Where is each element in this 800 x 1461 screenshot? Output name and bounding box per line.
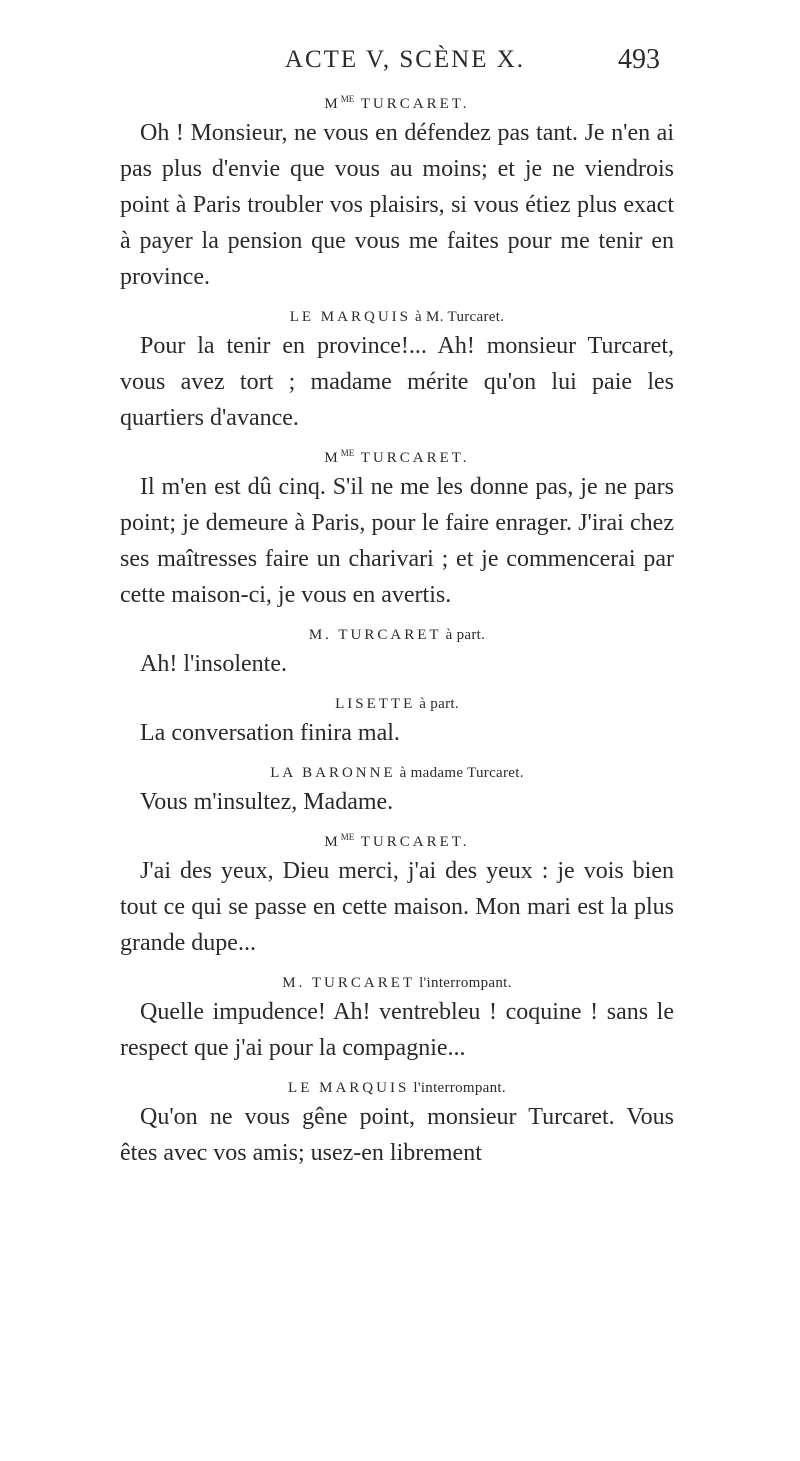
speech: Ah! l'insolente. xyxy=(140,651,287,677)
speaker-heading xyxy=(120,967,674,994)
speaker-heading xyxy=(120,757,674,784)
speaker-name: M xyxy=(324,834,341,850)
stage-direction: à madame Turcaret. xyxy=(395,765,524,781)
speech: Quelle impudence! Ah! ventrebleu ! coquine ! sans le respect que j'ai pour la compagnie... xyxy=(120,999,674,1061)
speaker-name: LA BARONNE xyxy=(270,765,396,781)
dialogue-text xyxy=(120,88,674,1177)
stage-direction: l'interrompant. xyxy=(415,975,512,991)
speaker-heading xyxy=(120,1072,674,1099)
speech: Oh ! Monsieur, ne vous en défendez pas tant. Je n'en ai pas plus d'envie que vous au moins; et je ne viendrois point à Paris troubler vos plaisirs, si vous étiez plus exact à payer la pension que vous me faites pour me tenir en province. xyxy=(120,120,674,290)
speaker-superscript: ME xyxy=(340,832,355,842)
speech: J'ai des yeux, Dieu merci, j'ai des yeux : je vois bien tout ce qui se passe en cette maison. Mon mari est la plus grande dupe... xyxy=(120,858,674,956)
speaker-heading xyxy=(120,619,674,646)
speaker-name: M xyxy=(324,96,341,112)
speaker-name: M xyxy=(324,450,341,466)
speaker-name: LE MARQUIS xyxy=(288,1080,410,1096)
speaker-name: M. TURCARET xyxy=(308,627,442,643)
stage-direction: à part. xyxy=(441,627,486,643)
speaker-name-rest: TURCARET. xyxy=(354,450,470,466)
speech: Il m'en est dû cinq. S'il ne me les donne pas, je ne pars point; je demeure à Paris, pour le faire enrager. J'irai chez ses maîtresses faire un charivari ; et je commencerai par cette maison-ci, je vous en avertis. xyxy=(120,474,674,608)
page-number: 493 xyxy=(618,44,660,75)
speaker-name-rest: TURCARET. xyxy=(354,834,470,850)
speaker-heading xyxy=(120,442,674,469)
speaker-name-rest: TURCARET. xyxy=(354,96,470,112)
speech: Vous m'insultez, Madame. xyxy=(140,789,394,815)
speech: Pour la tenir en province!... Ah! monsieur Turcaret, vous avez tort ; madame mérite qu'on lui paie les quartiers d'avance. xyxy=(120,333,674,431)
speaker-heading xyxy=(120,688,674,715)
speaker-heading xyxy=(120,88,674,115)
speaker-name: M. TURCARET xyxy=(282,975,416,991)
stage-direction: à part. xyxy=(415,696,459,712)
speaker-heading xyxy=(120,826,674,853)
speaker-name: LE MARQUIS xyxy=(289,309,411,325)
speaker-superscript: ME xyxy=(340,94,355,104)
stage-direction: l'interrompant. xyxy=(409,1080,506,1096)
running-head xyxy=(120,44,660,84)
speech: La conversation finira mal. xyxy=(140,720,400,746)
running-title: ACTE V, SCÈNE X. xyxy=(284,46,526,73)
speaker-name: LISETTE xyxy=(335,696,416,712)
stage-direction: à M. Turcaret. xyxy=(411,309,505,325)
speaker-superscript: ME xyxy=(340,448,355,458)
speaker-heading xyxy=(120,301,674,328)
speech: Qu'on ne vous gêne point, monsieur Turcaret. Vous êtes avec vos amis; usez-en librement xyxy=(120,1104,674,1166)
